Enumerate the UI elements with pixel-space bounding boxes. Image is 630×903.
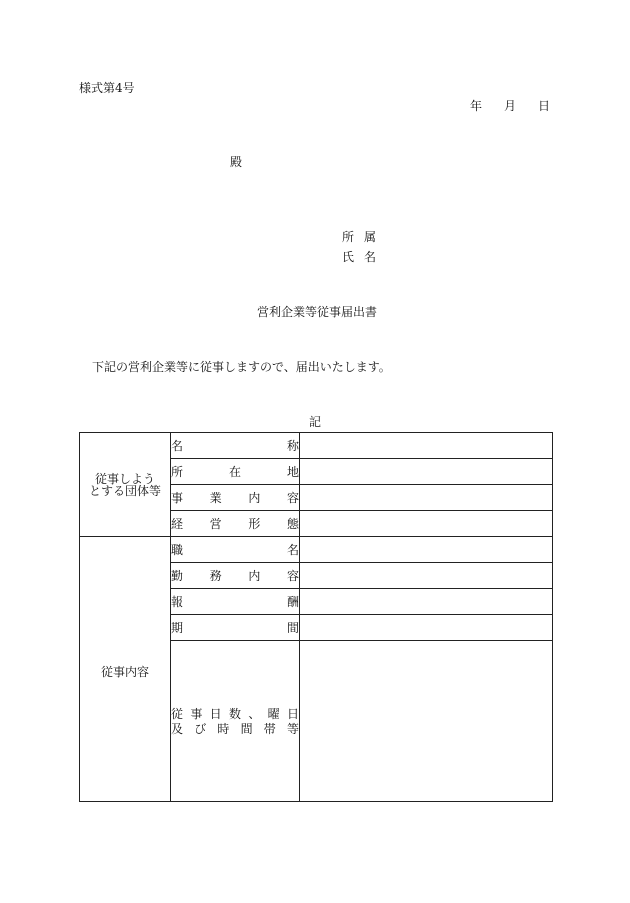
date-month: 月 <box>504 99 517 113</box>
label-char: 形 <box>248 516 261 531</box>
row-label-cell <box>171 563 300 589</box>
label-char: 容 <box>286 568 299 583</box>
label-char: 帯 <box>263 721 276 736</box>
row-label-cell <box>171 589 300 615</box>
row-label-cell <box>171 459 300 485</box>
working-days-label-line1 <box>171 708 299 720</box>
label-char: 称 <box>286 438 299 453</box>
label-char: 職 <box>171 542 184 557</box>
row-label-cell <box>171 433 300 459</box>
row-label <box>171 570 299 582</box>
label-char: 酬 <box>286 594 299 609</box>
label-char: 容 <box>286 490 299 505</box>
affiliation-label: 所属 <box>342 230 387 244</box>
name-label: 氏名 <box>342 250 387 264</box>
document-title: 営利企業等従事届出書 <box>257 305 378 319</box>
working-days-label-line2 <box>171 723 299 735</box>
working-days-label-cell <box>171 641 300 802</box>
form-number: 様式第4号 <box>79 81 135 95</box>
row-label <box>171 492 299 504</box>
label-char: 数 <box>228 706 241 721</box>
label-char: 名 <box>286 542 299 557</box>
label-char: 等 <box>286 721 299 736</box>
addressee-suffix: 殿 <box>230 155 243 169</box>
value-cell[interactable] <box>300 485 553 511</box>
label-char: 事 <box>190 706 203 721</box>
notification-table <box>79 432 553 802</box>
lead-sentence: 下記の営利企業等に従事しますので、届出いたします。 <box>92 360 391 374</box>
value-cell[interactable] <box>300 459 553 485</box>
label-char: 勤 <box>171 568 184 583</box>
value-cell[interactable] <box>300 641 553 802</box>
label-char: 内 <box>248 568 261 583</box>
label-char: 経 <box>171 516 184 531</box>
row-label <box>171 596 299 608</box>
value-cell[interactable] <box>300 433 553 459</box>
row-label <box>171 622 299 634</box>
label-char: 期 <box>171 620 184 635</box>
label-char: 日 <box>209 706 222 721</box>
label-char: 内 <box>248 490 261 505</box>
value-cell[interactable] <box>300 511 553 537</box>
label-char: び <box>194 721 207 736</box>
note-heading: 記 <box>309 415 322 429</box>
row-label-cell <box>171 485 300 511</box>
row-label-cell <box>171 537 300 563</box>
row-label <box>171 544 299 556</box>
row-label <box>171 518 299 530</box>
label-char: 名 <box>171 438 184 453</box>
label-char: 報 <box>171 594 184 609</box>
label-char: 営 <box>209 516 222 531</box>
row-label-cell <box>171 615 300 641</box>
label-char: 従 <box>171 706 184 721</box>
label-char: 地 <box>286 464 299 479</box>
date-year: 年 <box>470 99 483 113</box>
table-row <box>80 433 553 459</box>
table-row <box>80 537 553 563</box>
value-cell[interactable] <box>300 537 553 563</box>
label-char: 業 <box>209 490 222 505</box>
value-cell[interactable] <box>300 589 553 615</box>
label-char: 在 <box>228 464 241 479</box>
label-char: 日 <box>286 706 299 721</box>
label-char: 態 <box>286 516 299 531</box>
date-line <box>470 100 550 112</box>
org-group-cell <box>80 433 171 537</box>
duty-group-label: 従事内容 <box>100 664 149 679</box>
label-char: 間 <box>240 721 253 736</box>
label-char: 、 <box>248 706 261 721</box>
label-char: 曜 <box>267 706 280 721</box>
label-char: 事 <box>171 490 184 505</box>
row-label <box>171 440 299 452</box>
org-group-line2: とする団体等 <box>88 483 161 498</box>
row-label-cell <box>171 511 300 537</box>
label-char: 務 <box>209 568 222 583</box>
label-char: 所 <box>171 464 184 479</box>
date-day: 日 <box>538 99 551 113</box>
duty-group-cell <box>80 537 171 802</box>
row-label <box>171 466 299 478</box>
org-group-line1: 従事しよう <box>94 471 155 486</box>
working-days-label <box>171 708 299 735</box>
label-char: 及 <box>171 721 184 736</box>
label-char: 時 <box>217 721 230 736</box>
value-cell[interactable] <box>300 615 553 641</box>
value-cell[interactable] <box>300 563 553 589</box>
label-char: 間 <box>286 620 299 635</box>
